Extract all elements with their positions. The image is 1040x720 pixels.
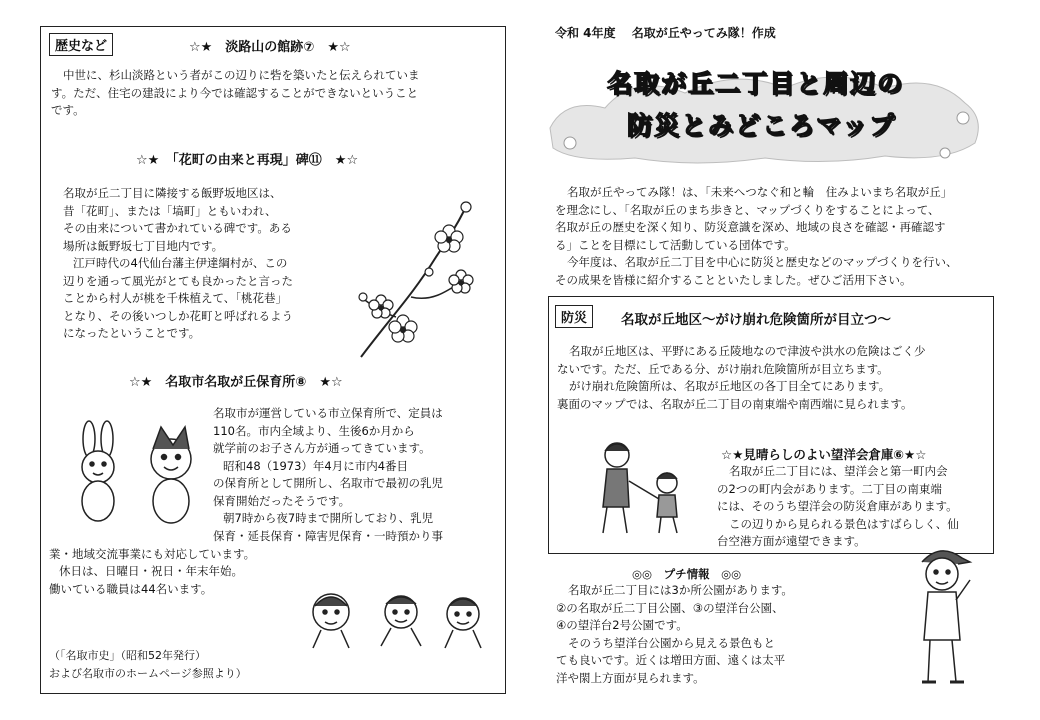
text-line: ②の名取が丘二丁目公園、③の望洋台公園、 (556, 600, 784, 615)
subsection-title-boyokai: ☆★見晴らしのよい望洋会倉庫⑥★☆ (721, 447, 927, 462)
rabbit-and-child-illustration (61, 419, 211, 529)
text-line: 昭和48（1973）年4月に市内4番目 (223, 458, 409, 473)
text-line: には、そのうち望洋会の防災倉庫があります。 (717, 499, 958, 513)
text-line: 名取が丘二丁目に隣接する飯野坂地区は、 (63, 186, 282, 200)
boy-with-cap-illustration (900, 540, 980, 690)
text-line: そのうち望洋台公園から見える景色もと (568, 635, 775, 650)
text-line: がけ崩れ危険箇所は、名取が丘地区の各丁目全てにあります。 (569, 379, 891, 393)
banner-title-line2: 防災とみどころマップ (627, 111, 897, 140)
text-line: る」ことを目標にして活動している団体です。 (555, 237, 796, 252)
running-children-illustration (291, 582, 501, 657)
text-line: 名取が丘二丁目には、望洋会と第一町内会 (729, 464, 948, 478)
text-line: 保育・延長保育・障害児保育・一時預かり事 (213, 529, 443, 543)
text-line: 場所は飯野坂七丁目地内です。 (63, 238, 224, 253)
text-line: す。ただ、住宅の建設により今では確認することができないということ (51, 85, 419, 100)
section-title-nursery: ☆★ 名取市名取が丘保育所⑧ ★☆ (129, 375, 343, 390)
text-line: 名取が丘の歴史を深く知り、防災意識を深め、地域の良さを確認・再確認す (555, 220, 946, 234)
puchi-info-title: ◎◎ プチ情報 ◎◎ (632, 567, 742, 581)
text-line: 休日は、日曜日・祝日・年末年始。 (59, 564, 243, 578)
text-line: 業・地域交流事業にも対応しています。 (49, 546, 256, 561)
text-line: 洋や閖上方面が見られます。 (556, 670, 705, 685)
disaster-title: 名取が丘地区～がけ崩れ危険箇所が目立つ～ (621, 312, 891, 328)
source-note (49, 647, 309, 682)
puchi-info-body (556, 582, 886, 687)
text-line: 名取が丘地区は、平野にある丘陵地なので津波や洪水の危険はごく少 (569, 344, 926, 358)
text-line: となり、その後いつしか花町と呼ばれるよう (63, 308, 293, 323)
text-line: 中世に、杉山淡路という者がこの辺りに砦を築いたと伝えられていま (63, 68, 420, 82)
text-line: 名取が丘やってみ隊！は、「未来へつなぐ和と輪 住みよいまち名取が丘」 (567, 185, 953, 199)
category-tag-disaster: 防災 (555, 305, 593, 328)
text-line: 辺りを通って風光がとても良かったと言った (63, 273, 293, 288)
section-body-nursery-upper (213, 405, 503, 528)
text-line: 台空港方面が遠望できます。 (717, 534, 866, 548)
text-line: その成果を皆様に紹介することといたしました。ぜひご活用下さい。 (555, 272, 912, 287)
history-panel (40, 26, 506, 694)
text-line: この辺りから見られる景色はすばらしく、仙 (729, 516, 959, 531)
text-line: ても良いです。近くは増田方面、遠くは太平 (556, 653, 786, 667)
banner-title-line1: 名取が丘二丁目と周辺の (607, 69, 905, 98)
text-line: ないです。ただ、丘である分、がけ崩れ危険箇所が目立ちます。 (557, 361, 889, 376)
text-line: 名取が丘二丁目には3か所公園があります。 (568, 583, 793, 597)
text-line: です。 (51, 103, 85, 117)
text-line: （「名取市史」（昭和52年発行） (49, 649, 206, 662)
text-line: 名取市が運営している市立保育所で、定員は (213, 406, 443, 420)
text-line: を理念にし、「名取が丘のまち歩きと、マップづくりをすることによって、 (555, 202, 940, 217)
text-line: の保育所として開所し、名取市で最初の乳児 (213, 476, 443, 490)
text-line: および名取市のホームページ参照より） (49, 666, 247, 680)
section-title-hanamachi: ☆★ 「花町の由来と再現」碑⑪ ★☆ (136, 153, 359, 168)
parent-and-child-illustration (589, 437, 699, 537)
text-line: 昔「花町」、または「塙町」ともいわれ、 (63, 203, 277, 218)
title-banner (545, 58, 985, 168)
text-line: 保育開始だったそうです。 (213, 493, 351, 508)
disaster-body (557, 343, 989, 413)
section-title-awajiyama: ☆★ 淡路山の館跡⑦ ★☆ (189, 40, 351, 55)
text-line: 江戸時代の4代仙台藩主伊達綱村が、この (73, 256, 288, 270)
text-line: 今年度は、名取が丘二丁目を中心に防災と歴史などのマップづくりを行い、 (567, 255, 958, 269)
text-line: 就学前のお子さん方が通ってきています。 (213, 441, 431, 455)
text-line: その由来について書かれている碑です。ある (63, 221, 292, 235)
text-line: ④の望洋台2号公園です。 (556, 618, 688, 632)
section-body-awajiyama (51, 67, 501, 120)
plum-blossom-illustration (341, 187, 481, 367)
section-body-hanamachi (63, 185, 363, 343)
text-line: 110名。市内全域より、生後6か月から (213, 423, 415, 438)
text-line: になったということです。 (63, 326, 201, 340)
text-line: の2つの町内会があります。二丁目の南東端 (717, 481, 942, 496)
intro-text (555, 184, 995, 289)
text-line: 朝7時から夜7時まで開所しており、乳児 (223, 511, 434, 525)
category-tag-history: 歴史など (49, 33, 113, 56)
subsection-body-boyokai (717, 463, 993, 551)
creator-header: 令和 4年度 名取が丘やってみ隊！作成 (555, 26, 776, 40)
text-line: 裏面のマップでは、名取が丘二丁目の南東端や南西端に見られます。 (557, 396, 913, 411)
text-line: 働いている職員は44名います。 (49, 581, 213, 596)
disaster-panel (548, 296, 994, 554)
text-line: ことから村人が桃を千株植えて、「桃花巷」 (63, 291, 288, 305)
